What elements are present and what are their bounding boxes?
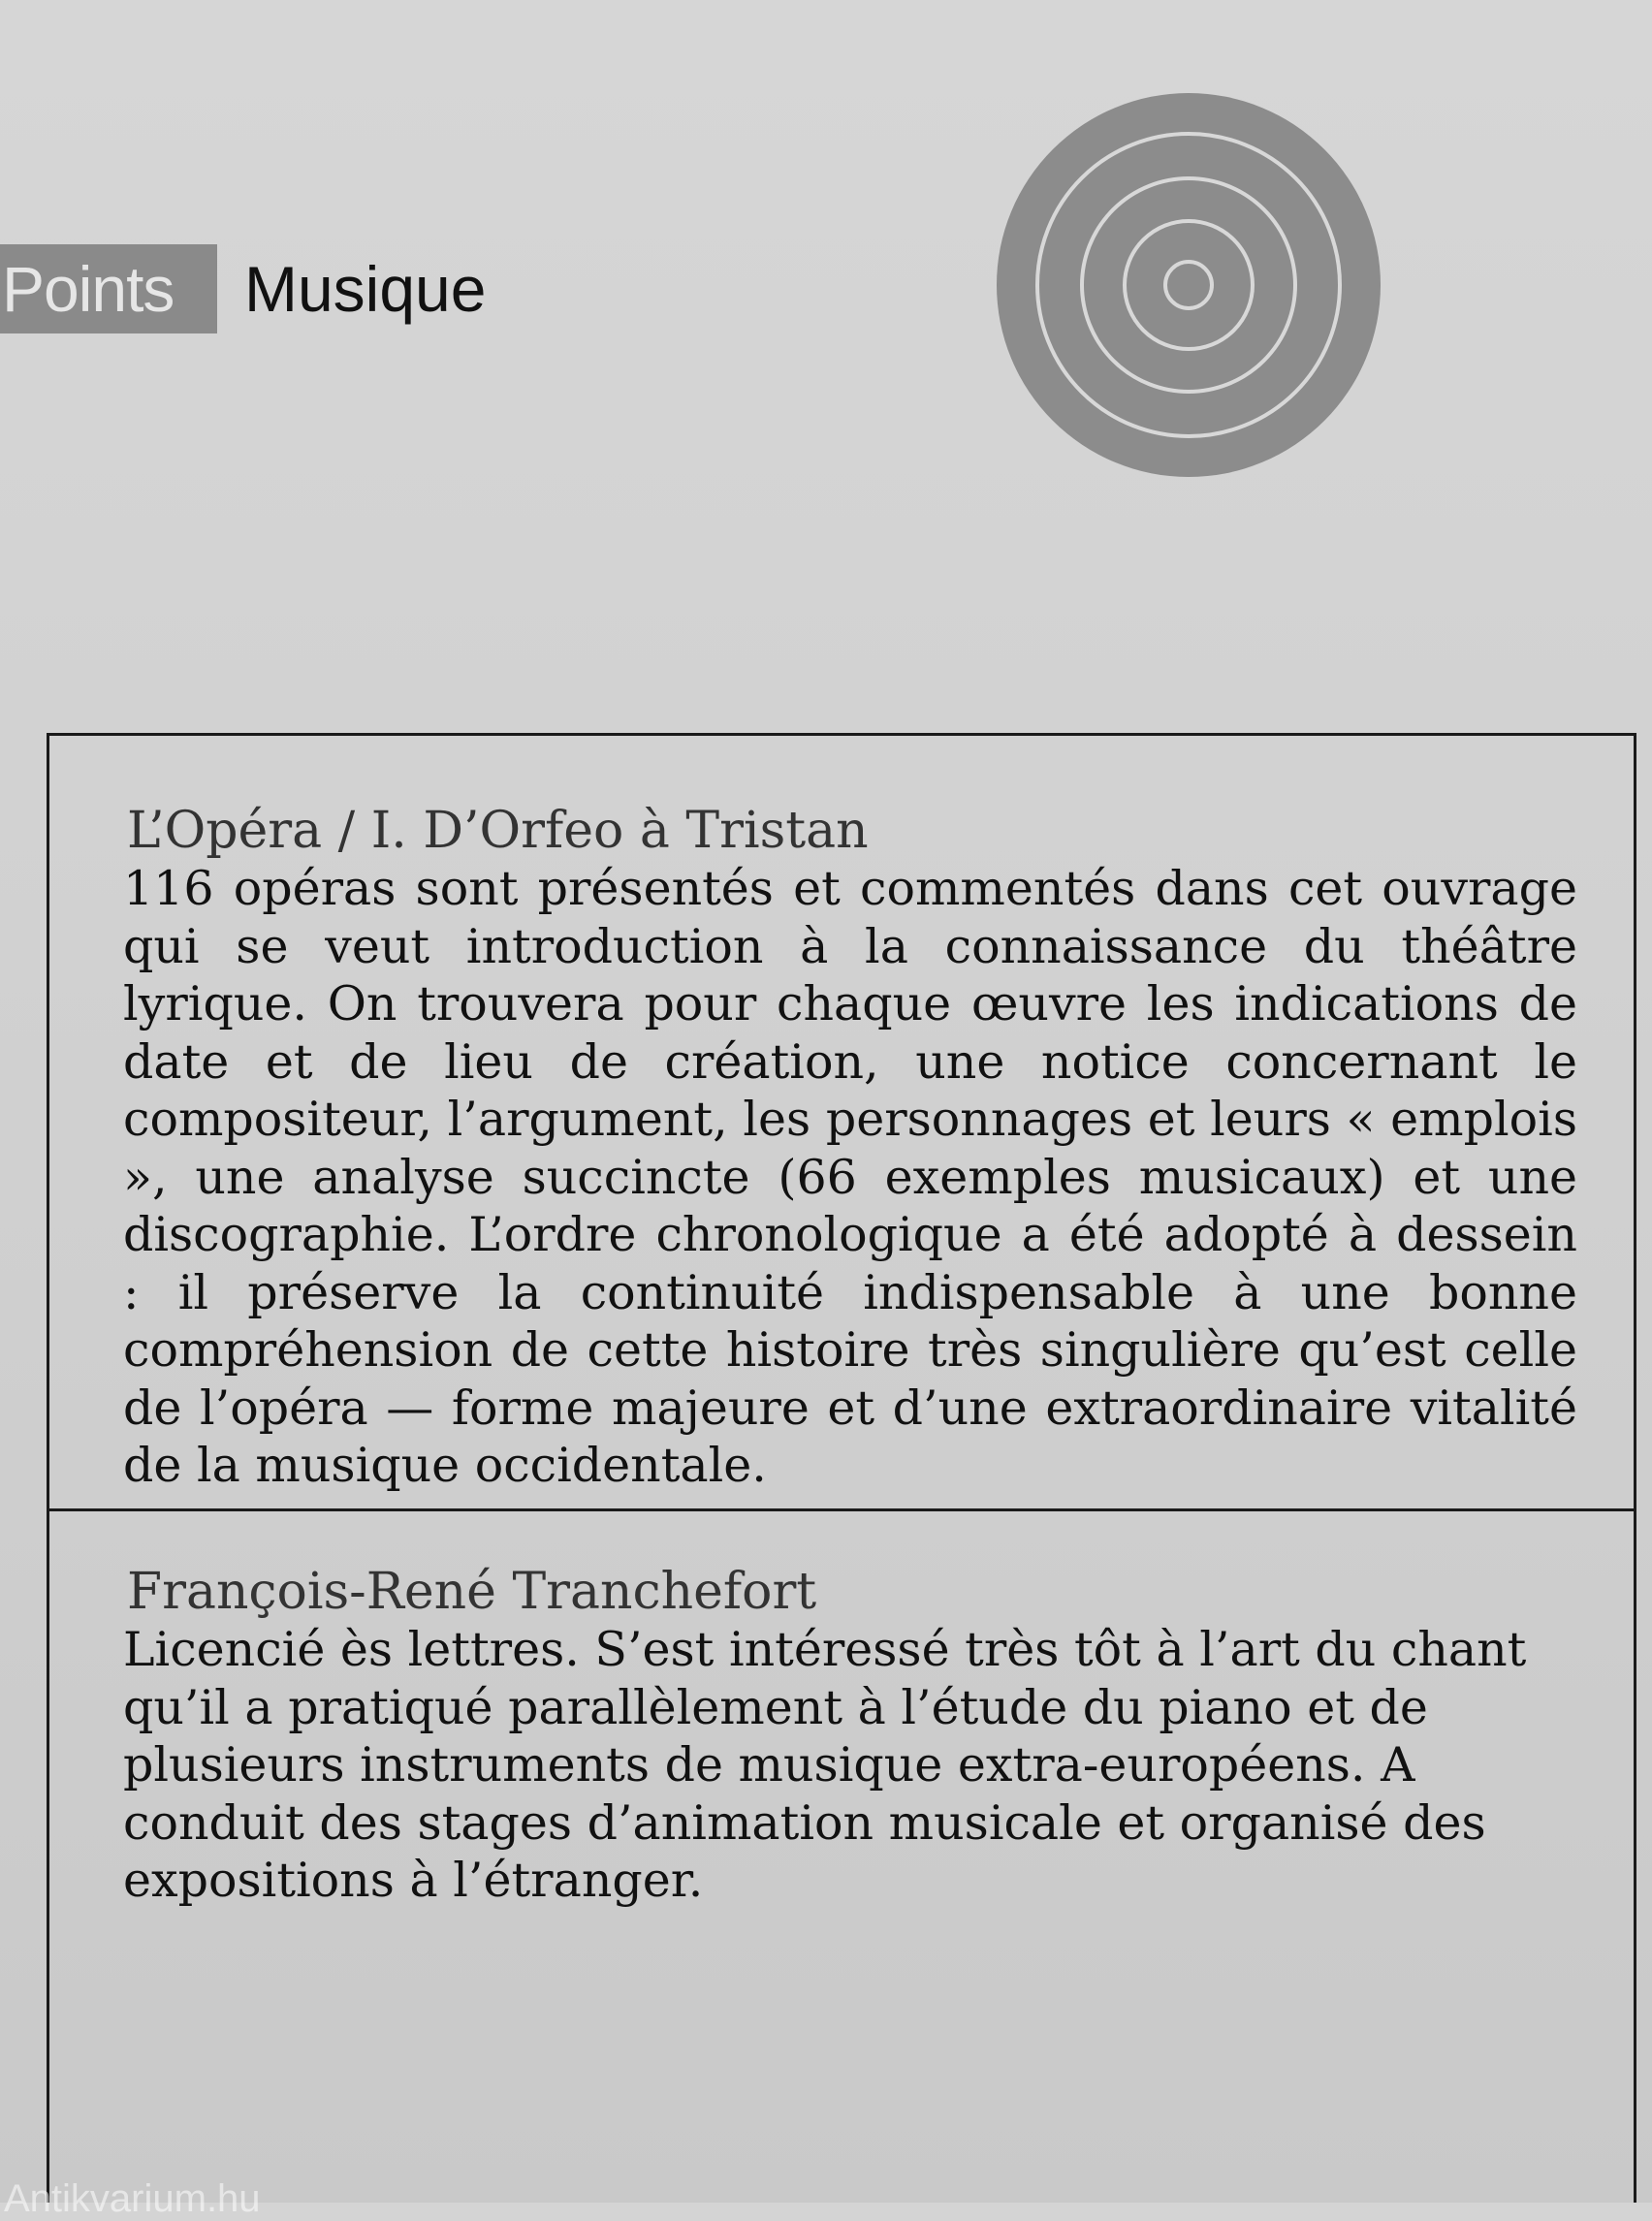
book-title: L’Opéra / I. D’Orfeo à Tristan xyxy=(127,802,869,860)
logo-outer-disc xyxy=(997,93,1381,477)
author-bio: Licencié ès lettres. S’est intéressé très tôt à l’art du chant qu’il a pratiqué parallèlement à l’étude du piano et de plusieurs instruments de musique extra-européens. A conduit des stages d’animation musicale et organisé des expositions à l’étranger. xyxy=(123,1622,1527,1908)
watermark: Antikvarium.hu xyxy=(4,2177,261,2220)
text-frame xyxy=(47,733,1636,2203)
series-tag: Points xyxy=(0,244,217,333)
series-name: Musique xyxy=(244,253,487,325)
concentric-circles-logo-icon xyxy=(997,93,1381,477)
book-description: 116 opéras sont présentés et commentés dans cet ouvrage qui se veut introduction à la connaissance du théâtre lyrique. On trouvera pour chaque œuvre les indications de date et de lieu de création, une notice concernant le compositeur, l’argument, les personnages et leurs « emplois », une analyse succincte (66 exemples musicaux) et une discographie. L’ordre chronologique a été adopté à dessein : il préserve la continuité indispensable à une bonne compréhension de cette histoire très singulière qu’est celle de l’opéra — forme majeure et d’une extraordinaire vitalité de la musique occidentale. xyxy=(123,861,1577,1493)
section-divider xyxy=(49,1508,1634,1511)
author-name: François-René Tranchefort xyxy=(127,1563,817,1621)
